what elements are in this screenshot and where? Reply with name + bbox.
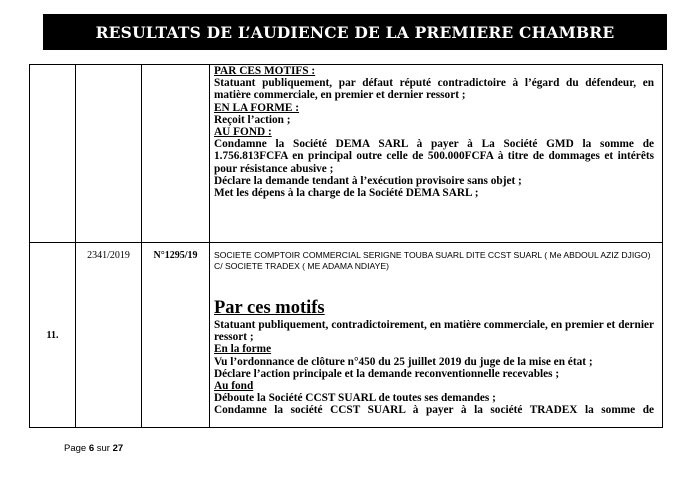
number-cell	[30, 243, 76, 428]
rg-cell	[76, 243, 142, 428]
paragraph: Condamne la Société DEMA SARL à payer à La Société GMD la somme de 1.756.813FCFA en principal outre celle de 500.000FCFA à titre de dommages et intérêts pour résistance abusive ;	[214, 138, 654, 175]
paragraph: Condamne la société CCST SUARL à payer à la société TRADEX la somme de	[214, 404, 654, 417]
number-cell	[30, 65, 76, 243]
section-heading-motifs: Par ces motifs	[214, 298, 325, 318]
page-total: 27	[112, 443, 124, 454]
footer-sep: sur	[96, 443, 110, 454]
rg-cell	[76, 65, 142, 243]
decision-number: N°1295/19	[153, 250, 198, 261]
decision-cell	[142, 243, 210, 428]
paragraph: Reçoit l’action ;	[214, 113, 291, 126]
rg-number: 2341/2019	[87, 250, 130, 261]
parties: SOCIETE COMPTOIR COMMERCIAL SERIGNE TOUBA SUARL DITE CCST SUARL ( Me ABDOUL AZIZ DJIGO) C/ SOCIETE TRADEX ( ME ADAMA NDIAYE)	[214, 250, 651, 271]
paragraph: Vu l’ordonnance de clôture n°450 du 25 juillet 2019 du juge de la mise en état ;	[214, 355, 593, 368]
section-heading-forme: EN LA FORME :	[214, 101, 300, 114]
page-title-banner	[43, 14, 667, 50]
paragraph: Statuant publiquement, par défaut réputé contradictoire à l’égard du défendeur, en matière commerciale, en premier et dernier ressort ;	[214, 77, 654, 102]
results-table	[29, 64, 663, 428]
section-heading-forme: En la forme	[214, 343, 272, 356]
paragraph: Statuant publiquement, contradictoirement, en matière commerciale, en premier et dernier ressort ;	[214, 319, 654, 344]
paragraph: Met les dépens à la charge de la Société DEMA SARL ;	[214, 187, 479, 200]
section-heading-motifs: PAR CES MOTIFS :	[214, 65, 316, 77]
table-row	[30, 243, 663, 428]
paragraph: Déclare la demande tendant à l’exécution provisoire sans objet ;	[214, 174, 522, 187]
paragraph: Déboute la Société CCST SUARL de toutes ses demandes ;	[214, 392, 496, 405]
page-number: 6	[88, 443, 95, 454]
decision-text-cell	[210, 65, 663, 243]
footer-prefix: Page	[64, 443, 87, 454]
table-row	[30, 65, 663, 243]
page-footer	[64, 443, 123, 454]
decision-cell	[142, 65, 210, 243]
paragraph: Déclare l’action principale et la demande reconventionnelle recevables ;	[214, 367, 560, 380]
section-heading-fond: AU FOND :	[214, 126, 272, 139]
page-title: RESULTATS DE L’AUDIENCE DE LA PREMIERE CHAMBRE	[95, 22, 615, 42]
case-number: 11.	[46, 330, 59, 341]
decision-text-cell	[210, 243, 663, 428]
section-heading-fond: Au fond	[214, 380, 254, 393]
